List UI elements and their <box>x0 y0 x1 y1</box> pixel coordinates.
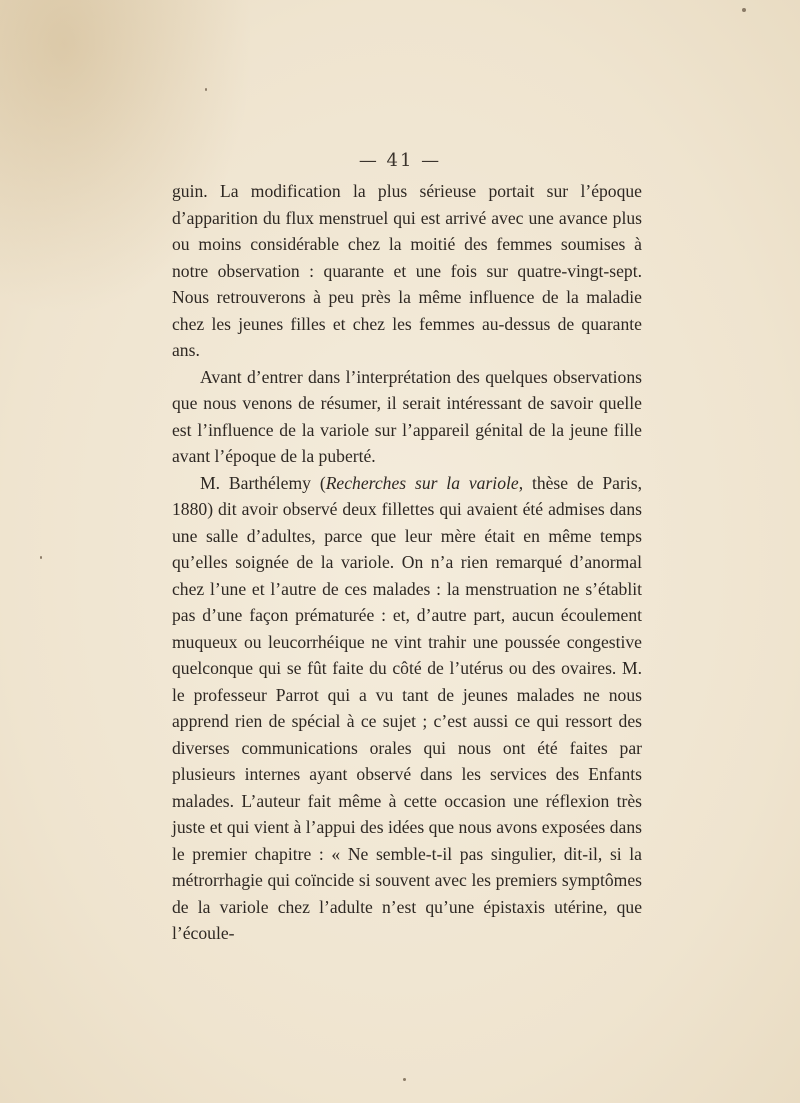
paper-speck <box>205 88 207 91</box>
paper-speck <box>742 8 746 12</box>
paragraph-text: guin. La modification la plus sérieuse portait sur l’époque d’apparition du flux menstruel qui est arrivé avec une avance plus ou moins considérable chez la moitié des femmes soumises à notre observation : quarante et une fois sur quatre-vingt-sept. Nous retrouverons à peu près la même influence de la maladie chez les jeunes filles et chez les femmes au-dessus de quarante ans. <box>172 181 642 360</box>
cited-work-title: Recherches sur la variole <box>325 472 519 493</box>
paragraph-barthelemy <box>172 470 642 947</box>
paragraph-interpretation <box>172 364 642 470</box>
paragraph-text: Avant d’entrer dans l’interprétation des quelques observations que nous venons de résumer, il serait intéressant de savoir quelle est l’influence de la variole sur l’appareil génital de la jeune fille avant l’époque de la puberté. <box>172 366 642 466</box>
paper-speck <box>403 1078 406 1081</box>
page-number: — 41 — <box>358 150 442 171</box>
body-text <box>172 178 642 947</box>
paragraph-text: , thèse de Paris, 1880) dit avoir observé deux fillettes qui avaient été admises dans une salle d’adultes, parce que leur mère était en même temps qu’elles soignée de la variole. On n’a rien remarqué d’anormal chez l’une et l’autre de ces malades : la menstruation ne s’établit pas d’une façon prématurée : et, d’autre part, aucun écoulement muqueux ou leucorrhéique ne vint trahir une poussée congestive quelconque qui se fût faite du côté de l’utérus ou des ovaires. M. le professeur Parrot qui a vu tant de jeunes malades ne nous apprend rien de spécial à ce sujet ; c’est aussi ce qui ressort des diverses communications orales qui nous ont été faites par plusieurs internes ayant observé dans les services des Enfants malades. L’auteur fait même à cette occasion une réflexion très juste et qui vient à l’appui des idées que nous avons exposées dans le premier chapitre : « Ne semble-t-il pas singulier, dit-il, si la métrorrhagie qui coïncide si souvent avec les premiers symptômes de la variole chez l’adulte n’est qu’une épistaxis utérine, que l’écoule- <box>172 472 642 943</box>
paragraph-text: M. Barthélemy ( <box>200 472 326 493</box>
paper-speck <box>40 556 42 559</box>
paragraph-continuation <box>172 178 642 364</box>
